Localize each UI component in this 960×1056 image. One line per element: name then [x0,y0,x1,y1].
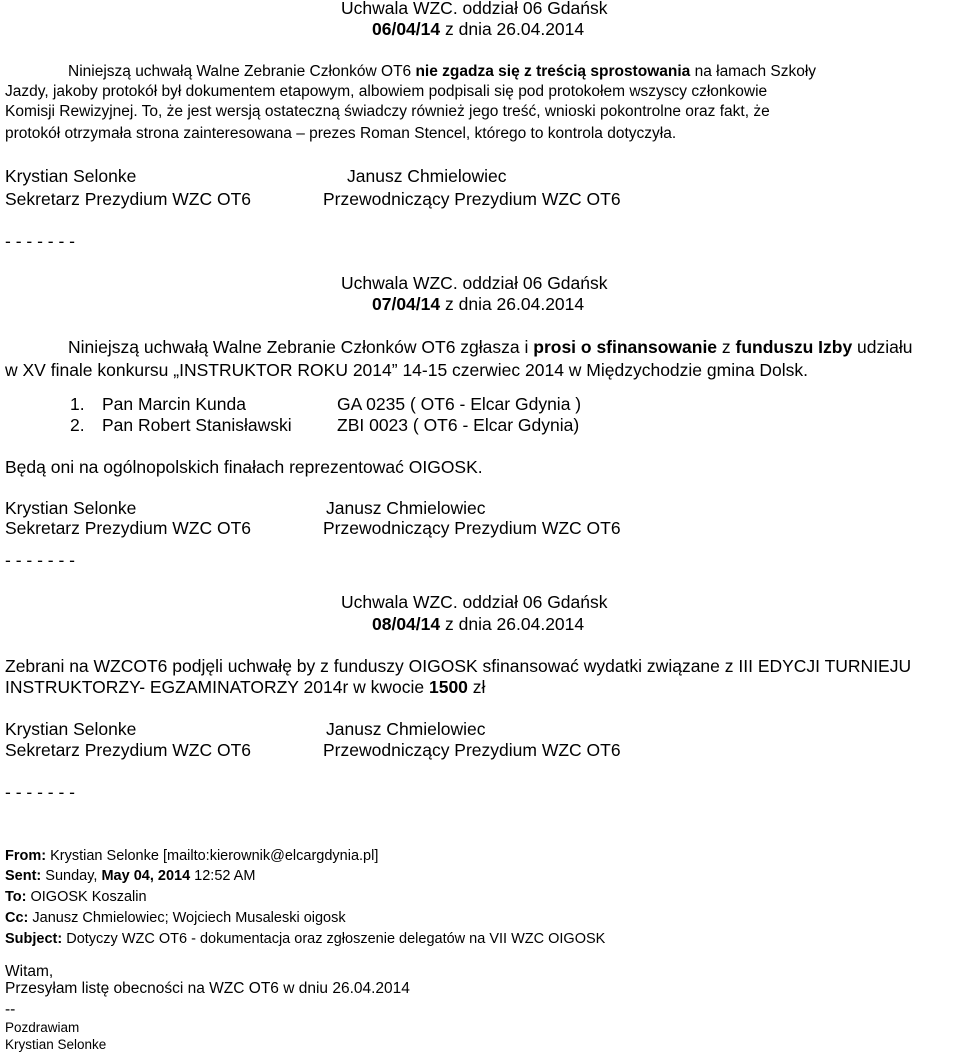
email-to [5,888,147,906]
res1-date: z dnia 26.04.2014 [440,19,585,39]
res3-number-line [372,614,584,635]
res2-number-line [372,294,584,315]
list-num: 2. [70,415,85,435]
list-num: 1. [70,394,85,414]
res1-body-line-3: Komisji Rewizyjnej. To, że jest wersją ostateczną świadczy również jego treść, wnioski pokontrolne oraz fakt, że [5,103,770,120]
res2-sig-left-title: Sekretarz Prezydium WZC OT6 [5,518,252,538]
res2-body-line-1: Niniejszą uchwałą Walne Zebranie Członków OT6 zgłasza i prosi o sfinansowanie z funduszu Izby udziału [68,337,913,357]
email-subject-label: Subject: [5,931,63,947]
res1-number: 06/04/14 [372,19,441,39]
email-sent-label: Sent: [5,868,42,884]
res2-header: Uchwala WZC. oddział 06 Gdańsk [341,273,608,293]
res1-sig-left-title: Sekretarz Prezydium WZC OT6 [5,189,252,209]
email-subject-value: Dotyczy WZC OT6 - dokumentacja oraz zgłoszenie delegatów na VII WZC OIGOSK [62,931,606,947]
res3-sig-left-title: Sekretarz Prezydium WZC OT6 [5,740,252,760]
res1-body-line-2: Jazdy, jakoby protokół był dokumentem etapowym, albowiem podpisali się pod protokołem wszyscy członkowie [5,83,768,100]
res2-closing: Będą oni na ogólnopolskich finałach reprezentować OIGOSK. [5,457,483,477]
res2-sig-right-name: Janusz Chmielowiec [326,498,486,518]
email-signer: Krystian Selonke [5,1037,107,1052]
email-from [5,847,378,865]
res2-date: z dnia 26.04.2014 [440,294,585,314]
res2-sig-left-name: Krystian Selonke [5,498,137,518]
res3-sig-right-name: Janusz Chmielowiec [326,719,486,739]
res1-body-line-4: protokół otrzymała strona zainteresowana – prezes Roman Stencel, którego to kontrola dotyczyła. [5,125,677,142]
res3-header: Uchwala WZC. oddział 06 Gdańsk [341,592,608,612]
separator: - - - - - - - [5,550,75,570]
res2-sig-right-title: Przewodniczący Prezydium WZC OT6 [323,518,621,538]
email-to-value: OIGOSK Koszalin [26,889,147,905]
res3-sig-right-title: Przewodniczący Prezydium WZC OT6 [323,740,621,760]
email-sent: Sent: Sunday, May 04, 2014 12:52 AM [5,868,256,884]
email-cc-label: Cc: [5,910,29,926]
email-cc [5,909,346,927]
email-sig-dashes: -- [5,1001,16,1018]
res3-sig-left-name: Krystian Selonke [5,719,137,739]
res1-header: Uchwala WZC. oddział 06 Gdańsk [341,0,608,18]
email-from-value: Krystian Selonke [mailto:kierownik@elcargdynia.pl] [46,848,379,864]
res3-number: 08/04/14 [372,614,441,634]
list-item-1 [70,394,246,415]
email-cc-value: Janusz Chmielowiec; Wojciech Musaleski oigosk [28,910,346,926]
res3-amount: 1500 [428,677,468,697]
res3-body-line-1: Zebrani na WZCOT6 podjęli uchwałę by z funduszy OIGOSK sfinansować wydatki związane z III EDYCJI TURNIEJU [5,656,912,676]
email-regards: Pozdrawiam [5,1020,80,1035]
list-item-2-info: ZBI 0023 ( OT6 - Elcar Gdynia) [337,415,580,435]
list-item-1-info: GA 0235 ( OT6 - Elcar Gdynia ) [337,394,582,414]
res3-date: z dnia 26.04.2014 [440,614,585,634]
list-name: Pan Robert Stanisławski [102,415,292,435]
email-from-label: From: [5,848,47,864]
email-to-label: To: [5,889,27,905]
res1-emphasis: nie zgadza się z treścią sprostowania [415,63,691,80]
res2-body-line-2: w XV finale konkursu „INSTRUKTOR ROKU 2014” 14-15 czerwiec 2014 w Międzychodzie gmina Dolsk. [5,360,809,380]
res2-number: 07/04/14 [372,294,441,314]
list-item-2 [70,415,292,436]
res3-body-line-2: INSTRUKTORZY- EGZAMINATORZY 2014r w kwocie 1500 zł [5,677,486,697]
email-greeting: Witam, [5,963,54,980]
email-subject [5,930,605,948]
email-body: Przesyłam listę obecności na WZC OT6 w dniu 26.04.2014 [5,980,410,997]
list-name: Pan Marcin Kunda [102,394,246,414]
res1-body-line-1: Niniejszą uchwałą Walne Zebranie Członków OT6 nie zgadza się z treścią sprostowania na łamach Szkoły [68,63,817,80]
res1-sig-right-name: Janusz Chmielowiec [347,166,507,186]
separator: - - - - - - - [5,231,75,251]
res1-sig-left-name: Krystian Selonke [5,166,137,186]
res1-sig-right-title: Przewodniczący Prezydium WZC OT6 [323,189,621,209]
separator: - - - - - - - [5,782,75,802]
res1-number-line [372,19,584,40]
